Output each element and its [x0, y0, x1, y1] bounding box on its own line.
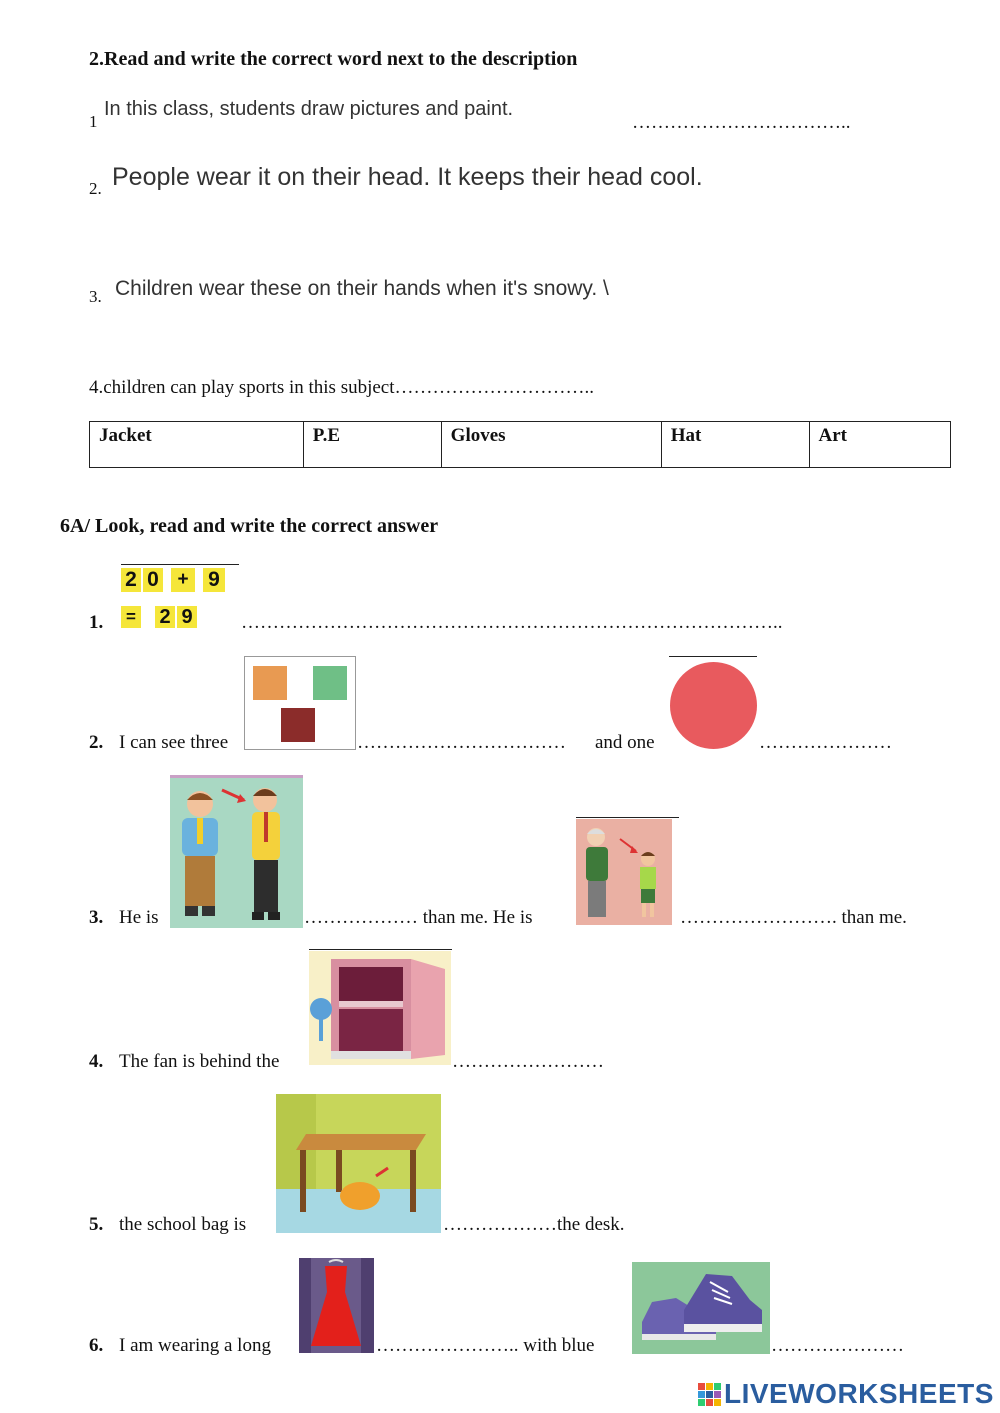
q2-text-2: and one — [595, 732, 655, 753]
item-1-blank[interactable]: …………………………….. — [632, 112, 851, 133]
q4-blank[interactable]: …………………… — [452, 1051, 604, 1072]
item-4-text: 4.children can play sports in this subject………………………….. — [89, 377, 595, 398]
tile: = — [121, 606, 141, 628]
word-bank-cell: Gloves — [441, 422, 661, 468]
q4-number: 4. — [89, 1051, 104, 1072]
sneakers-image — [632, 1262, 770, 1354]
q6-number: 6. — [89, 1335, 104, 1356]
brand-name: LIVEWORKSHEETS — [724, 1378, 994, 1409]
tile: 9 — [177, 606, 197, 628]
tile: 2 — [121, 568, 141, 592]
q6-text: I am wearing a long — [119, 1335, 271, 1356]
item-1-text: In this class, students draw pictures and paint. — [104, 98, 514, 120]
squares-image — [244, 656, 356, 750]
dress-image — [299, 1258, 374, 1353]
divider — [669, 656, 757, 657]
word-bank-cell: Jacket — [90, 422, 304, 468]
divider — [309, 949, 452, 950]
tile: 0 — [143, 568, 163, 592]
logo-icon — [698, 1383, 721, 1406]
q3-number: 3. — [89, 907, 104, 928]
desk-image — [276, 1094, 441, 1233]
equation-tiles-row2 — [121, 606, 197, 628]
item-2-number: 2. — [89, 179, 102, 198]
q5-number: 5. — [89, 1214, 104, 1235]
q1-blank[interactable]: ………………………………………………………………………….. — [241, 612, 783, 633]
q6-blank-2[interactable]: ………………… — [771, 1335, 904, 1356]
q6-blank-1[interactable]: ………………….. with blue — [376, 1335, 595, 1356]
word-bank-table — [89, 421, 951, 468]
divider — [121, 564, 239, 565]
divider — [576, 817, 679, 818]
q2-blank-1[interactable]: …………………………… — [357, 732, 566, 753]
q2-text-1: I can see three — [119, 732, 229, 753]
section-2-heading: 2.Read and write the correct word next to the description — [89, 48, 578, 70]
word-bank-cell: P.E — [303, 422, 441, 468]
q5-blank[interactable]: ………………the desk. — [443, 1214, 625, 1235]
item-1-number: 1 — [89, 112, 98, 131]
item-3-text: Children wear these on their hands when it's snowy. \ — [115, 277, 609, 300]
word-bank-cell: Art — [809, 422, 950, 468]
circle-image — [670, 662, 757, 749]
equation-tiles-row1 — [121, 568, 225, 592]
q2-number: 2. — [89, 732, 104, 753]
tile: + — [171, 568, 195, 592]
section-6a-heading: 6A/ Look, read and write the correct answer — [60, 515, 439, 537]
item-3-number: 3. — [89, 287, 102, 306]
q5-text: the school bag is — [119, 1214, 247, 1235]
q3-blank-2[interactable]: ……………………. than me. — [680, 907, 907, 928]
item-2-text: People wear it on their head. It keeps their head cool. — [112, 163, 703, 191]
liveworksheets-logo[interactable] — [698, 1377, 994, 1411]
tile: 2 — [155, 606, 175, 628]
q3-text-1: He is — [119, 907, 159, 928]
tile: 9 — [203, 568, 225, 592]
q1-number: 1. — [89, 612, 104, 633]
old-man-boy-image — [576, 819, 672, 925]
tall-man-image — [170, 775, 303, 928]
q4-text: The fan is behind the — [119, 1051, 280, 1072]
word-bank-cell: Hat — [661, 422, 809, 468]
q3-blank-1[interactable]: ……………… than me. He is — [304, 907, 533, 928]
q2-blank-2[interactable]: ………………… — [759, 732, 892, 753]
cupboard-image — [309, 951, 451, 1065]
